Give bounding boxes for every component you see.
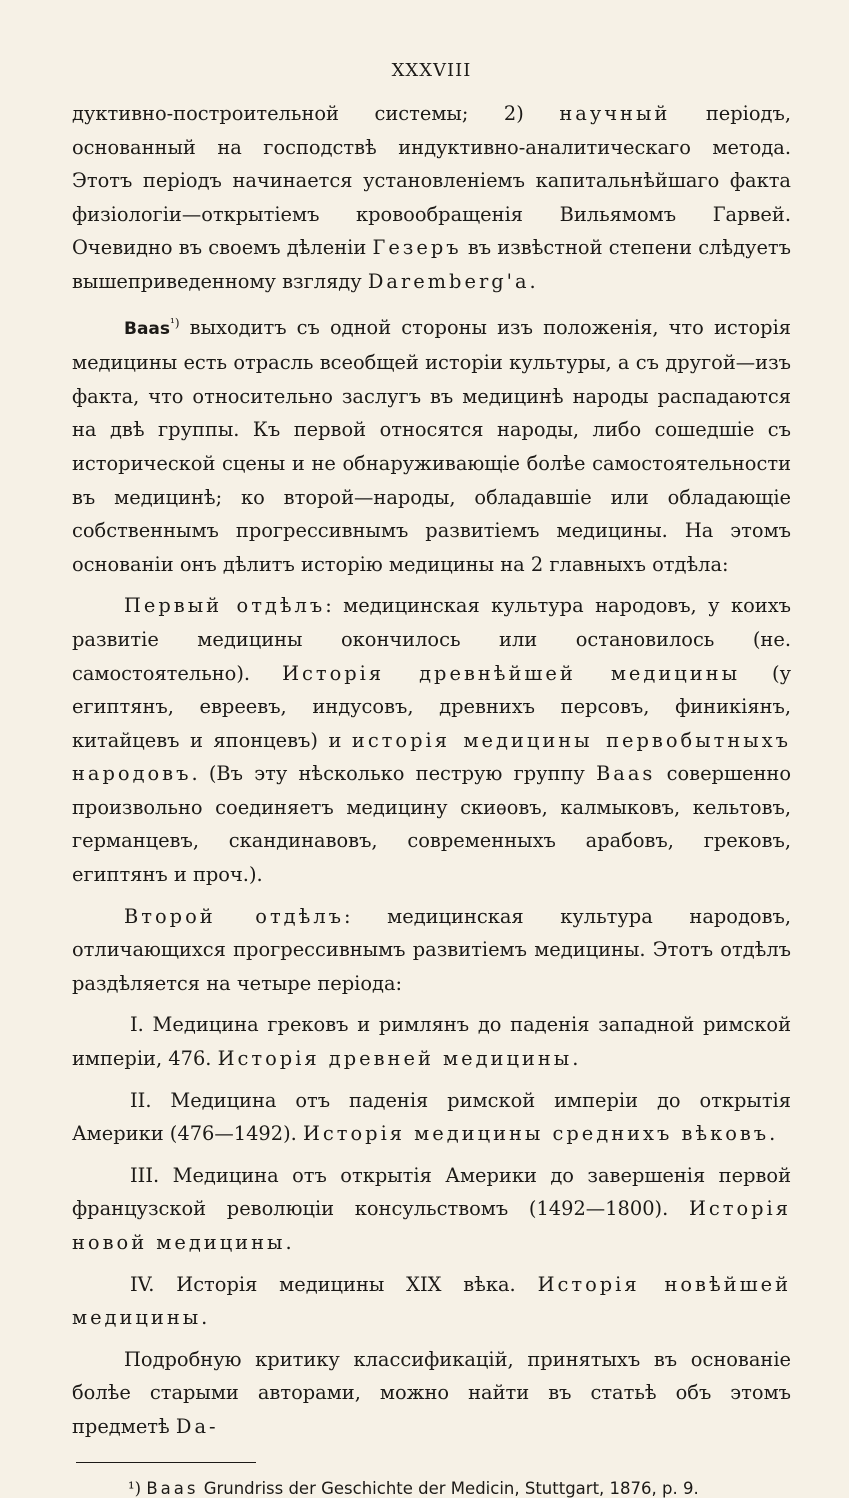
emphasis: Исторія древнѣйшей медицины [282, 661, 741, 685]
footnote [72, 1479, 791, 1498]
emphasis: исторія медицины первобытныхъ народовъ [72, 728, 791, 786]
paragraph-1: дуктивно-построительной системы; 2) научный періодъ, основанный на господствѣ индуктивно-аналитическаго метода. Этотъ періодъ начинается установленіемъ капитальнѣйшаго факта физіологіи—открытіемъ кровообращенія Вильямомъ Гарвей. Очевидно въ своемъ дѣленіи Гезеръ въ извѣстной степени слѣдуетъ вышеприведенному взгляду Daremberg'a. [72, 102, 791, 293]
emphasis: Исторія новѣйшей медицины [72, 1272, 791, 1330]
footnote-text: Grundriss der Geschichte der Medicin, Stuttgart, 1876, p. 9. [198, 1478, 699, 1498]
period-item-4: IV. Исторія медицины XIX вѣка. Исторія новѣйшей медицины. [72, 1272, 791, 1330]
emphasis: Исторія медицины среднихъ вѣковъ [303, 1122, 770, 1146]
section-heading: Второй отдѣлъ [124, 904, 344, 928]
emphasis: Исторія новой медицины [72, 1197, 791, 1254]
paragraph-5: Подробную критику классификацій, принятыхъ въ основаніе болѣе старыми авторами, можно найти въ статьѣ объ этомъ предметѣ Da- [72, 1347, 791, 1438]
emphasis: научный [559, 102, 671, 125]
paragraph-3: Первый отдѣлъ: медицинская культура народовъ, у коихъ развитіе медицины окончилось или остановилось (не. самостоятельно). Исторія древнѣйшей медицины (у египтянъ, евреевъ, индусовъ, древнихъ персовъ, финикіянъ, китайцевъ и японцевъ) и исторія медицины первобытныхъ народовъ. (Въ эту нѣсколько пеструю группу Baas совершенно произвольно соединяетъ медицину скиѳовъ, калмыковъ, кельтовъ, германцевъ, скандинавовъ, современныхъ арабовъ, грековъ, египтянъ и проч.). [72, 594, 791, 887]
period-item-2: II. Медицина отъ паденія римской имперіи до открытія Америки (476—1492). Исторія медицины среднихъ вѣковъ. [72, 1088, 791, 1146]
period-item-3: III. Медицина отъ открытія Америки до завершенія первой французской революціи консульствомъ (1492—1800). Исторія новой медицины. [72, 1163, 791, 1254]
main-text [72, 97, 791, 1444]
page-number: XXXVIII [391, 60, 472, 81]
footnote-divider [76, 1462, 256, 1463]
author-name: Гезеръ [372, 236, 462, 260]
footnote-mark: ¹) [128, 1478, 142, 1498]
paragraph-4: Второй отдѣлъ: медицинская культура народовъ, отличающихся прогрессивнымъ развитіемъ медицины. Этотъ отдѣлъ раздѣляется на четыре періода: [72, 904, 792, 995]
author-name: Baas [146, 1478, 199, 1498]
section-heading: Первый отдѣлъ [124, 594, 326, 618]
emphasis: Исторія древней медицины [217, 1047, 573, 1071]
author-name: Baas [124, 318, 171, 339]
author-name: Daremberg'a [367, 269, 530, 293]
author-name: Da- [175, 1414, 219, 1438]
footnote-ref: ¹) [170, 315, 180, 330]
paragraph-2: Baas$^{^1)}$ выходитъ съ одной стороны изъ положенія, что исторія медицины есть отрасль всеобщей исторіи культуры, а съ другой—изъ факта, что относительно заслугъ въ медицинѣ народы распадаются на двѣ группы. Къ первой относятся народы, либо сошедшіе съ исторической сцены и не обнаруживающіе болѣе самостоятельности въ медицинѣ; ко второй—народы, обладавшіе или обладающіе собственнымъ прогрессивнымъ развитіемъ медицины. На этомъ основаніи онъ дѣлитъ исторію медицины на 2 главныхъ отдѣла: [72, 315, 791, 576]
author-name: Baas [596, 762, 656, 786]
period-item-1: I. Медицина грековъ и римлянъ до паденія западной римской имперіи, 476. Исторія древней медицины. [72, 1013, 791, 1071]
